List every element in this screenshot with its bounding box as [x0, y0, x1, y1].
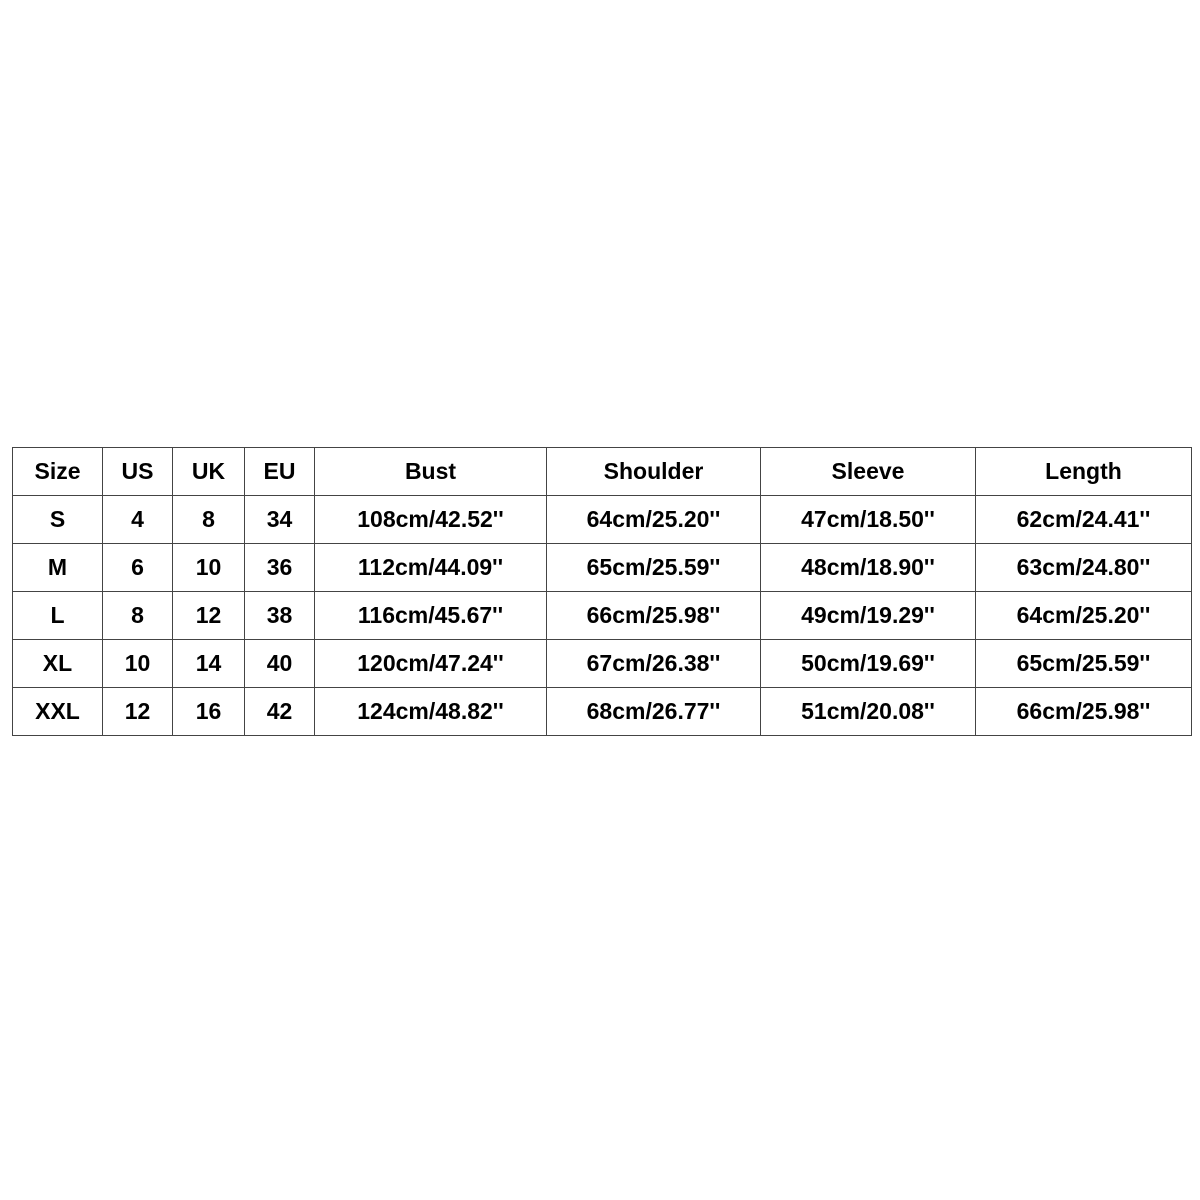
cell-us: 12 — [103, 688, 173, 736]
table-row — [13, 544, 1192, 592]
header-uk: UK — [173, 448, 245, 496]
size-chart-table — [12, 447, 1192, 736]
table-row — [13, 496, 1192, 544]
cell-size: XXL — [13, 688, 103, 736]
cell-bust: 124cm/48.82'' — [315, 688, 547, 736]
cell-bust: 116cm/45.67'' — [315, 592, 547, 640]
cell-uk: 8 — [173, 496, 245, 544]
header-sleeve: Sleeve — [761, 448, 976, 496]
header-us: US — [103, 448, 173, 496]
cell-sleeve: 51cm/20.08'' — [761, 688, 976, 736]
cell-length: 66cm/25.98'' — [976, 688, 1192, 736]
cell-shoulder: 68cm/26.77'' — [547, 688, 761, 736]
cell-uk: 10 — [173, 544, 245, 592]
cell-sleeve: 50cm/19.69'' — [761, 640, 976, 688]
cell-sleeve: 49cm/19.29'' — [761, 592, 976, 640]
cell-us: 8 — [103, 592, 173, 640]
header-bust: Bust — [315, 448, 547, 496]
table-row — [13, 688, 1192, 736]
cell-eu: 42 — [245, 688, 315, 736]
cell-length: 64cm/25.20'' — [976, 592, 1192, 640]
cell-size: S — [13, 496, 103, 544]
cell-eu: 34 — [245, 496, 315, 544]
header-shoulder: Shoulder — [547, 448, 761, 496]
table-header-row — [13, 448, 1192, 496]
cell-sleeve: 47cm/18.50'' — [761, 496, 976, 544]
cell-size: M — [13, 544, 103, 592]
header-length: Length — [976, 448, 1192, 496]
cell-shoulder: 66cm/25.98'' — [547, 592, 761, 640]
cell-uk: 12 — [173, 592, 245, 640]
cell-bust: 120cm/47.24'' — [315, 640, 547, 688]
cell-bust: 112cm/44.09'' — [315, 544, 547, 592]
cell-eu: 36 — [245, 544, 315, 592]
table-row — [13, 592, 1192, 640]
header-eu: EU — [245, 448, 315, 496]
cell-shoulder: 67cm/26.38'' — [547, 640, 761, 688]
cell-shoulder: 65cm/25.59'' — [547, 544, 761, 592]
cell-size: XL — [13, 640, 103, 688]
cell-uk: 14 — [173, 640, 245, 688]
table-row — [13, 640, 1192, 688]
cell-eu: 38 — [245, 592, 315, 640]
cell-length: 63cm/24.80'' — [976, 544, 1192, 592]
cell-us: 4 — [103, 496, 173, 544]
cell-us: 10 — [103, 640, 173, 688]
cell-size: L — [13, 592, 103, 640]
cell-uk: 16 — [173, 688, 245, 736]
header-size: Size — [13, 448, 103, 496]
cell-length: 62cm/24.41'' — [976, 496, 1192, 544]
cell-us: 6 — [103, 544, 173, 592]
cell-eu: 40 — [245, 640, 315, 688]
cell-sleeve: 48cm/18.90'' — [761, 544, 976, 592]
cell-bust: 108cm/42.52'' — [315, 496, 547, 544]
cell-length: 65cm/25.59'' — [976, 640, 1192, 688]
cell-shoulder: 64cm/25.20'' — [547, 496, 761, 544]
